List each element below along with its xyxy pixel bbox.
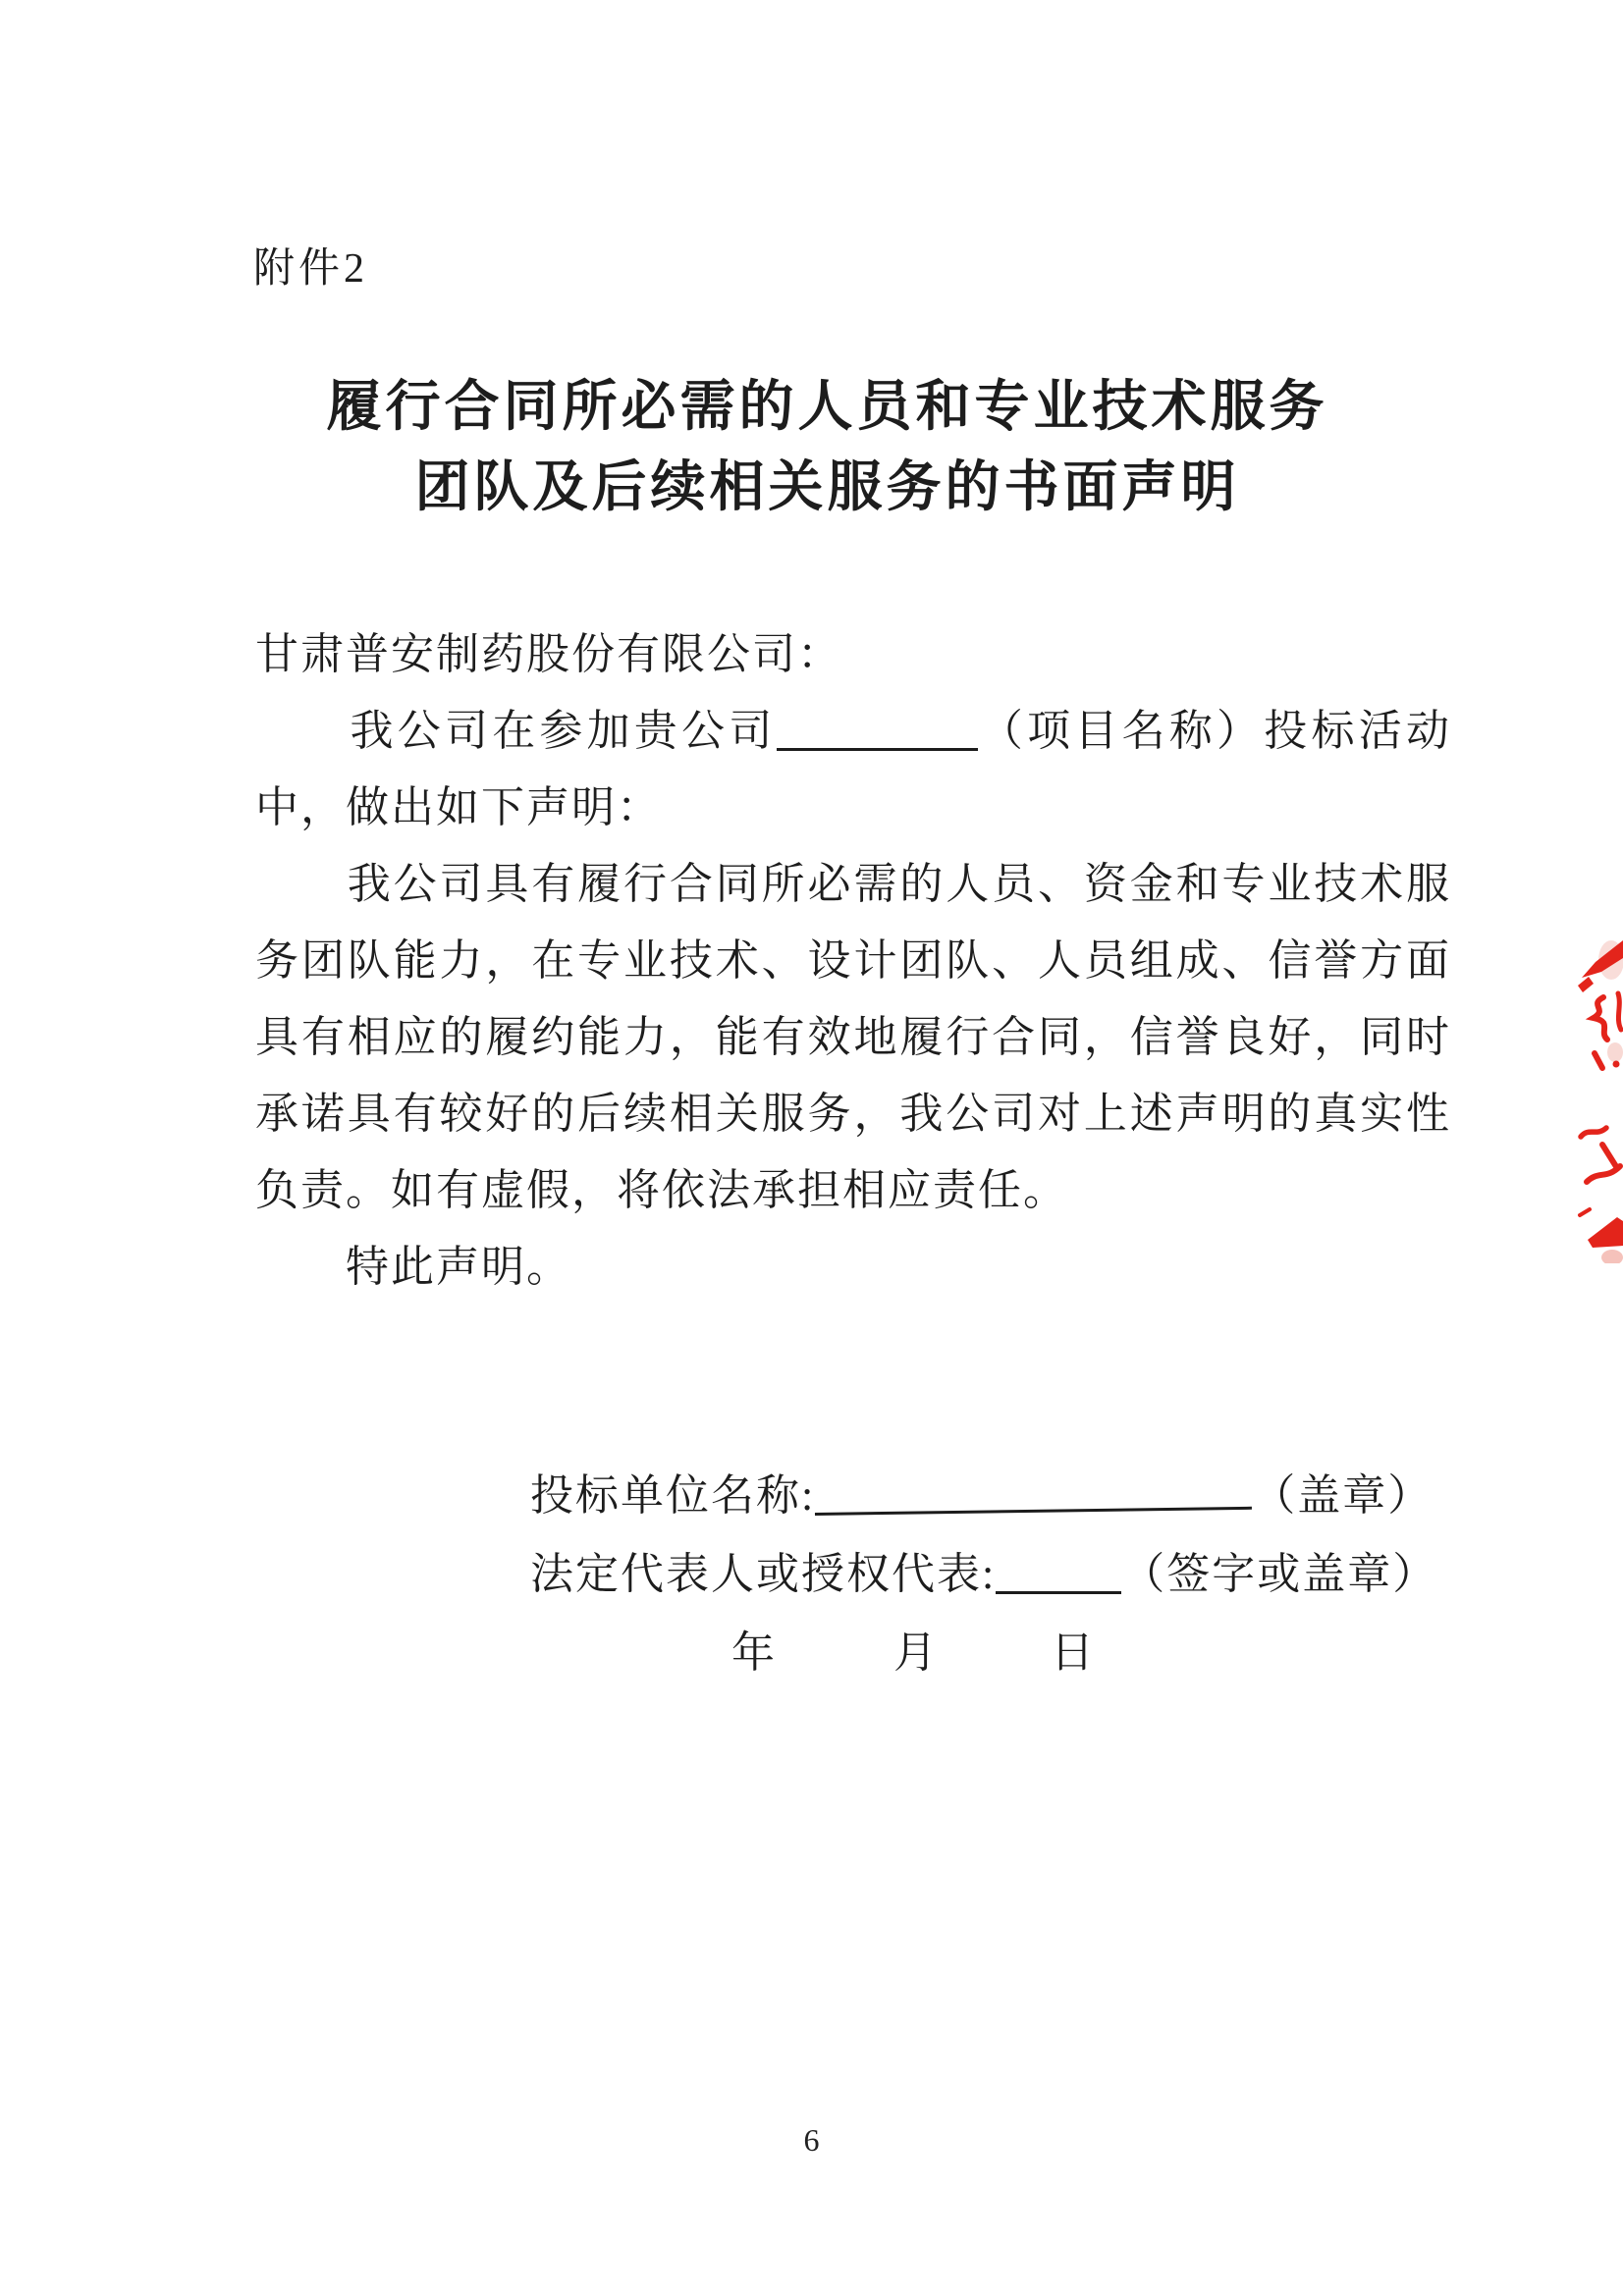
document-title — [16, 367, 1623, 528]
company-name-blank — [815, 1468, 1253, 1516]
signature-company-line — [530, 1457, 1437, 1535]
date-month-label: 月 — [893, 1629, 939, 1677]
date-day-label: 日 — [1051, 1629, 1096, 1677]
signature-block — [530, 1457, 1437, 1692]
para2-line4: 承诺具有较好的后续相关服务，我公司对上述声明的真实性 — [255, 1090, 1451, 1138]
signature-representative-line — [530, 1535, 1437, 1614]
closing-line: 特此声明。 — [255, 1243, 571, 1291]
representative-label: 法定代表人或授权代表: — [530, 1550, 997, 1598]
document-body — [255, 616, 1451, 1306]
para1-line2: 中，做出如下声明： — [255, 783, 662, 831]
company-name-label: 投标单位名称: — [530, 1471, 816, 1520]
para1-line1 — [255, 693, 1451, 770]
para1-text-after-blank: （项目名称）投标活动 — [977, 707, 1452, 755]
para2-line1: 我公司具有履行合同所必需的人员、资金和专业技术服 — [255, 860, 1451, 908]
salutation-line: 甘肃普安制药股份有限公司： — [255, 630, 842, 678]
document-title-line2: 团队及后续相关服务的书面声明 — [414, 457, 1240, 518]
para2-line3: 具有相应的履约能力，能有效地履行合同，信誉良好，同时 — [255, 1013, 1451, 1061]
para2-last-line: 负责。如有虚假，将依法承担相应责任。 — [255, 1166, 1068, 1214]
date-year-label: 年 — [731, 1629, 777, 1677]
project-name-blank — [777, 709, 978, 751]
para2-line2: 务团队能力，在专业技术、设计团队、人员组成、信誉方面 — [255, 936, 1451, 985]
para1-text-before-blank: 我公司在参加贵公司 — [255, 707, 777, 755]
red-seal-fragment-icon — [1572, 934, 1623, 1263]
company-seal-suffix: （盖章） — [1252, 1471, 1434, 1520]
document-title-line1: 履行合同所必需的人员和专业技术服务 — [326, 377, 1328, 438]
attachment-label: 附件2 — [253, 246, 369, 292]
signature-date-line — [530, 1614, 1437, 1692]
page-number: 6 — [803, 2122, 820, 2158]
representative-suffix: （签字或盖章） — [1121, 1550, 1438, 1598]
representative-blank — [996, 1552, 1121, 1594]
